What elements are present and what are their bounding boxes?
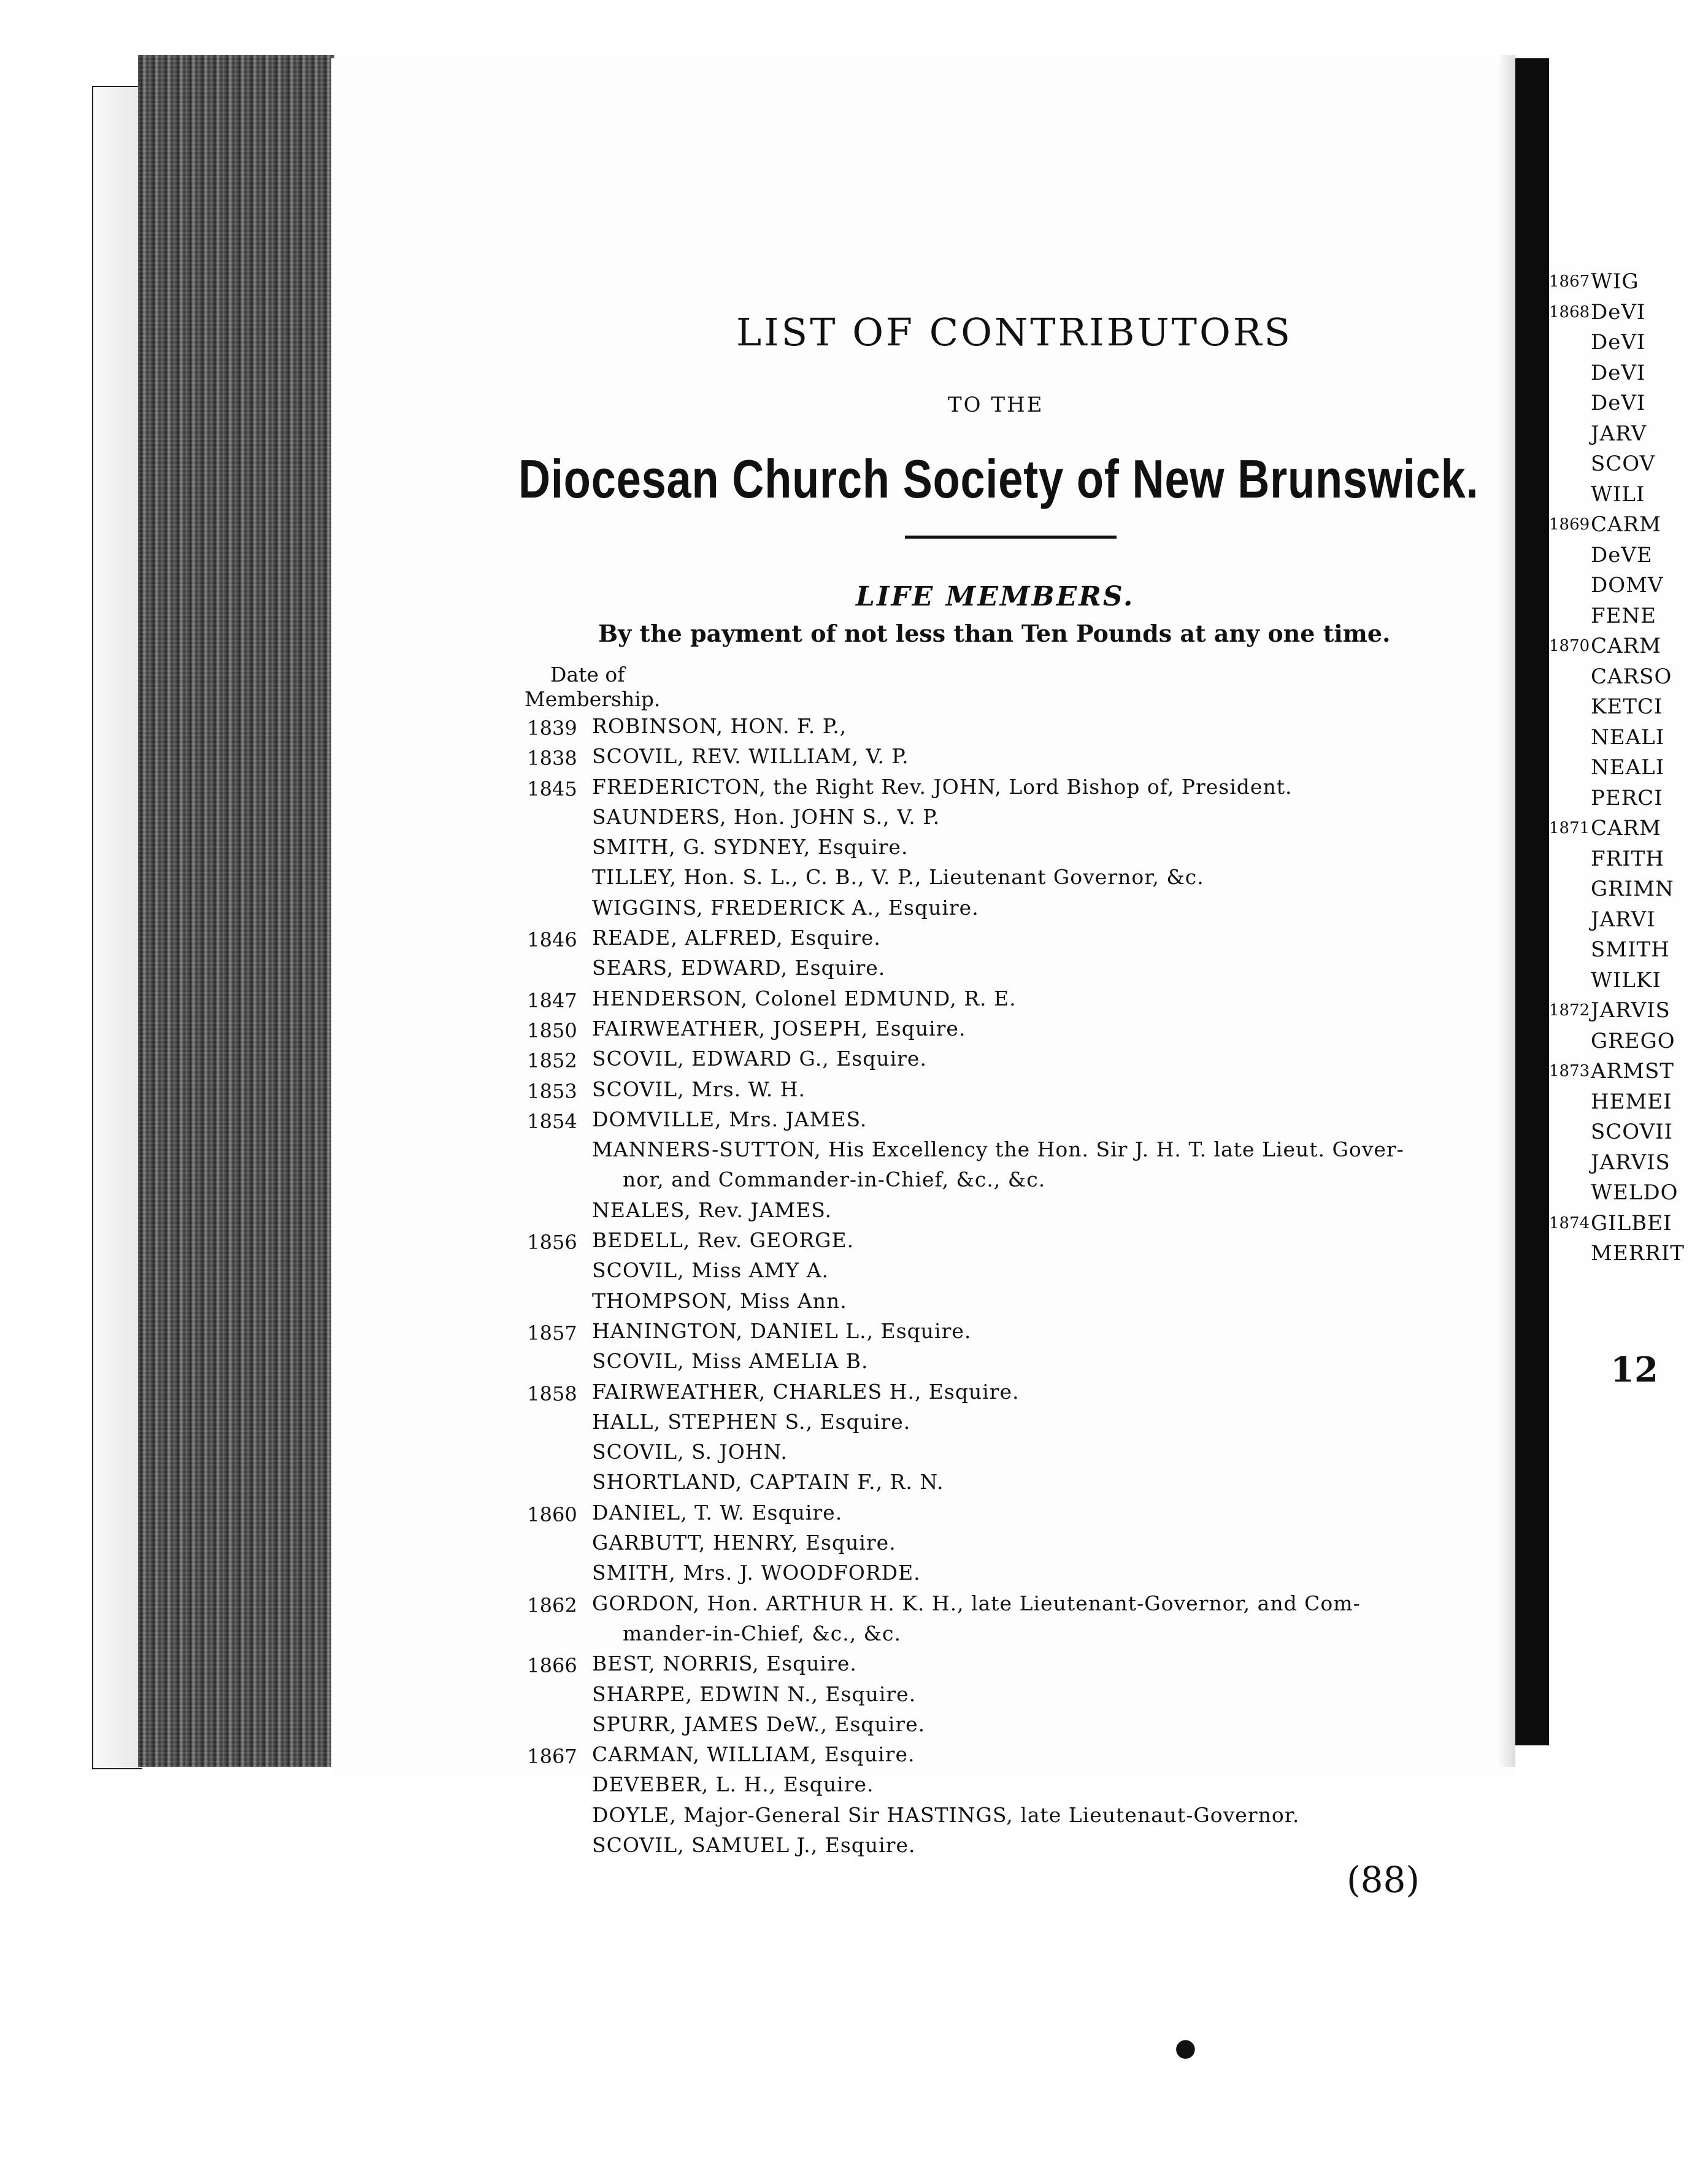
member-name: BEDELL, Rev. GEORGE. — [592, 1228, 855, 1253]
right-page-row — [1549, 1178, 1692, 1209]
right-page-name: MERRIT — [1591, 1241, 1685, 1266]
member-name: CARMAN, WILLIAM, Esquire. — [592, 1742, 915, 1767]
right-page-year — [1549, 783, 1590, 814]
member-name: TILLEY, Hon. S. L., C. B., V. P., Lieutenant Governor, &c. — [592, 865, 1204, 890]
member-row — [515, 1015, 1509, 1045]
member-name: NEALES, Rev. JAMES. — [592, 1198, 833, 1222]
right-page-name: CARSO — [1591, 664, 1672, 689]
member-row — [515, 925, 1509, 955]
book-page-edge — [92, 86, 142, 1769]
right-page-year: 1872 — [1549, 1001, 1590, 1020]
member-year: 1852 — [527, 1049, 577, 1073]
right-page-name: NEALI — [1591, 755, 1665, 780]
right-page-row — [1549, 388, 1692, 419]
right-page-row — [1549, 571, 1692, 601]
member-row — [515, 1711, 1509, 1741]
member-row — [515, 804, 1509, 834]
member-row — [515, 1318, 1509, 1348]
right-page-name: CARM — [1591, 512, 1661, 537]
right-page-name: NEALI — [1591, 725, 1665, 750]
right-page-year: 1867 — [1549, 272, 1590, 291]
member-year: 1850 — [527, 1018, 577, 1042]
title-connector: TO THE — [948, 393, 1044, 417]
right-page-row — [1549, 996, 1692, 1026]
right-page-row — [1549, 601, 1692, 632]
member-year: 1858 — [527, 1382, 577, 1405]
member-year: 1867 — [527, 1745, 577, 1769]
member-name: SMITH, G. SYDNEY, Esquire. — [592, 835, 909, 859]
member-row — [515, 1681, 1509, 1711]
right-page-list — [1549, 267, 1692, 1269]
member-row — [515, 1802, 1509, 1832]
member-year: 1845 — [527, 777, 577, 801]
right-page-row — [1549, 631, 1692, 662]
member-row — [515, 1409, 1509, 1439]
member-year: 1847 — [527, 988, 577, 1012]
member-row — [515, 1529, 1509, 1559]
right-page-name: JARVIS — [1591, 998, 1671, 1023]
right-page-year — [1549, 1148, 1590, 1179]
right-page-year — [1549, 905, 1590, 936]
member-name: MANNERS-SUTTON, His Excellency the Hon. Sir J. H. T. late Lieut. Gover- — [592, 1137, 1404, 1162]
member-row — [515, 1378, 1509, 1409]
right-page-year: 1868 — [1549, 302, 1590, 321]
right-page-name: HEMEI — [1591, 1089, 1672, 1114]
member-name: SEARS, EDWARD, Esquire. — [592, 956, 886, 980]
right-page-row — [1549, 662, 1692, 693]
member-year: 1856 — [527, 1231, 577, 1255]
member-row — [515, 1620, 1509, 1650]
right-page-name: GRIMN — [1591, 877, 1674, 901]
right-page-row — [1549, 723, 1692, 753]
section-subtitle: By the payment of not less than Ten Pounds at any one time. — [598, 620, 1391, 647]
member-name: SPURR, JAMES DeW., Esquire. — [592, 1712, 926, 1736]
right-page-year — [1549, 723, 1590, 753]
right-page-row — [1549, 419, 1692, 450]
member-row — [515, 1590, 1509, 1620]
right-page-name: DeVI — [1591, 299, 1646, 325]
right-page-year — [1549, 1087, 1590, 1118]
member-year: 1857 — [527, 1321, 577, 1345]
right-page-year — [1549, 753, 1590, 783]
right-page-name: DOMV — [1591, 573, 1664, 598]
member-row — [515, 1288, 1509, 1318]
member-name: SCOVIL, REV. WILLIAM, V. P. — [592, 744, 909, 769]
right-page-year — [1549, 449, 1590, 480]
right-page-year — [1549, 419, 1590, 450]
member-row — [515, 1045, 1509, 1075]
right-page-row — [1549, 1209, 1692, 1239]
member-name: SCOVIL, Mrs. W. H. — [592, 1077, 806, 1101]
right-page-row — [1549, 540, 1692, 571]
member-name: THOMPSON, Miss Ann. — [592, 1288, 847, 1313]
member-row — [515, 834, 1509, 864]
right-page-year — [1549, 358, 1590, 389]
right-page-name: GILBEI — [1591, 1210, 1672, 1236]
member-row — [515, 743, 1509, 773]
member-row — [515, 1136, 1509, 1166]
right-page-name: FENE — [1591, 603, 1656, 628]
right-page-row — [1549, 905, 1692, 936]
member-row — [515, 1348, 1509, 1378]
right-page-year: 1870 — [1549, 637, 1590, 655]
right-page-name: DeVI — [1591, 391, 1646, 415]
member-name: SHARPE, EDWIN N., Esquire. — [592, 1682, 917, 1706]
member-name: GARBUTT, HENRY, Esquire. — [592, 1531, 896, 1555]
right-page-year — [1549, 1178, 1590, 1209]
book-spine — [1515, 58, 1549, 1745]
right-page-name: KETCI — [1591, 694, 1663, 719]
right-page-year — [1549, 1239, 1590, 1269]
right-page-row — [1549, 692, 1692, 723]
section-heading: LIFE MEMBERS. — [856, 581, 1135, 612]
member-row — [515, 1197, 1509, 1227]
member-row — [515, 713, 1509, 743]
right-page-row — [1549, 267, 1692, 298]
member-name: mander-in-Chief, &c., &c. — [623, 1621, 902, 1645]
member-name: ROBINSON, HON. F. P., — [592, 714, 847, 738]
right-page-year — [1549, 388, 1590, 419]
member-name: nor, and Commander-in-Chief, &c., &c. — [623, 1167, 1046, 1192]
right-page-year — [1549, 844, 1590, 875]
member-row — [515, 1741, 1509, 1771]
right-page-row — [1549, 753, 1692, 783]
right-page-row — [1549, 1087, 1692, 1118]
right-page-row — [1549, 813, 1692, 844]
date-header-line1: Date of — [550, 663, 625, 686]
right-page-row — [1549, 1056, 1692, 1087]
right-page-row — [1549, 1026, 1692, 1057]
right-page-name: DeVE — [1591, 542, 1653, 567]
right-page-number: 12 — [1610, 1350, 1658, 1390]
member-name: FAIRWEATHER, CHARLES H., Esquire. — [592, 1379, 1020, 1404]
member-row — [515, 1076, 1509, 1106]
members-list — [515, 713, 1509, 1862]
right-page-year — [1549, 935, 1590, 966]
society-name: Diocesan Church Society of New Brunswick. — [518, 448, 1479, 509]
right-page-year — [1549, 966, 1590, 996]
right-page-name: FRITH — [1591, 846, 1664, 871]
right-page-year — [1549, 1117, 1590, 1148]
member-year: 1839 — [527, 717, 577, 740]
date-header-line2: Membership. — [525, 687, 661, 711]
member-name: SMITH, Mrs. J. WOODFORDE. — [592, 1561, 921, 1585]
right-page-year — [1549, 601, 1590, 632]
member-year: 1846 — [527, 928, 577, 952]
right-page-name: WELDO — [1591, 1180, 1679, 1205]
member-row — [515, 1439, 1509, 1469]
ink-speck: ● — [1175, 2034, 1196, 2062]
member-name: READE, ALFRED, Esquire. — [592, 926, 881, 950]
member-name: WIGGINS, FREDERICK A., Esquire. — [592, 895, 979, 920]
member-row — [515, 955, 1509, 985]
right-page-row — [1549, 935, 1692, 966]
member-name: SCOVIL, S. JOHN. — [592, 1440, 788, 1464]
member-year: 1866 — [527, 1654, 577, 1678]
right-page-year — [1549, 662, 1590, 693]
page-number: (88) — [1347, 1859, 1420, 1901]
right-page — [1549, 64, 1692, 1751]
member-name: DEVEBER, L. H., Esquire. — [592, 1772, 874, 1797]
member-name: BEST, NORRIS, Esquire. — [592, 1651, 857, 1676]
member-name: DOMVILLE, Mrs. JAMES. — [592, 1107, 867, 1131]
right-page-name: GREGO — [1591, 1028, 1675, 1053]
member-name: SCOVIL, Miss AMY A. — [592, 1258, 829, 1283]
divider-rule — [905, 536, 1117, 539]
right-page-year: 1874 — [1549, 1213, 1590, 1232]
member-row — [515, 1469, 1509, 1499]
right-page-year — [1549, 328, 1590, 358]
right-page-row — [1549, 874, 1692, 905]
right-page-year: 1871 — [1549, 819, 1590, 837]
date-column-header — [525, 663, 660, 712]
right-page-name: JARV — [1591, 421, 1647, 446]
member-row — [515, 1559, 1509, 1590]
member-name: FAIRWEATHER, JOSEPH, Esquire. — [592, 1016, 966, 1040]
right-page-year — [1549, 874, 1590, 905]
right-page-row — [1549, 510, 1692, 540]
member-name: DANIEL, T. W. Esquire. — [592, 1500, 843, 1525]
right-page-name: SMITH — [1591, 937, 1670, 962]
member-row — [515, 774, 1509, 804]
right-page-name: WIG — [1591, 269, 1639, 294]
right-page-row — [1549, 1117, 1692, 1148]
right-page-name: JARVI — [1591, 907, 1656, 932]
right-page-name: DeVI — [1591, 360, 1646, 385]
right-page-row — [1549, 844, 1692, 875]
right-page-row — [1549, 1239, 1692, 1269]
right-page-row — [1549, 358, 1692, 389]
right-page-name: DeVI — [1591, 330, 1646, 355]
right-page-name: PERCI — [1591, 785, 1663, 810]
right-page-name: CARM — [1591, 816, 1661, 840]
right-page-row — [1549, 966, 1692, 996]
book-fore-edge — [138, 55, 334, 1767]
right-page-year — [1549, 540, 1590, 571]
right-page-row — [1549, 1148, 1692, 1179]
member-row — [515, 985, 1509, 1015]
member-row — [515, 1499, 1509, 1529]
right-page-row — [1549, 328, 1692, 358]
right-page-year — [1549, 692, 1590, 723]
member-name: HENDERSON, Colonel EDMUND, R. E. — [592, 986, 1017, 1010]
right-page-row — [1549, 480, 1692, 510]
member-row — [515, 1771, 1509, 1801]
member-year: 1838 — [527, 747, 577, 771]
member-name: SCOVIL, Miss AMELIA B. — [592, 1349, 869, 1374]
right-page-row — [1549, 783, 1692, 814]
right-page-name: SCOV — [1591, 452, 1656, 476]
right-page-year: 1869 — [1549, 515, 1590, 534]
member-name: SHORTLAND, CAPTAIN F., R. N. — [592, 1470, 944, 1494]
member-row — [515, 1257, 1509, 1287]
member-year: 1854 — [527, 1109, 577, 1133]
member-year: 1853 — [527, 1079, 577, 1103]
right-page-row — [1549, 298, 1692, 328]
right-page-year — [1549, 1026, 1590, 1057]
right-page-name: ARMST — [1591, 1059, 1674, 1083]
member-name: HANINGTON, DANIEL L., Esquire. — [592, 1318, 972, 1343]
right-page-name: WILI — [1591, 482, 1645, 507]
member-row — [515, 1227, 1509, 1257]
member-year: 1860 — [527, 1502, 577, 1526]
member-row — [515, 1166, 1509, 1196]
right-page-row — [1549, 449, 1692, 480]
member-row — [515, 1650, 1509, 1680]
right-page-year — [1549, 571, 1590, 601]
right-page-name: CARM — [1591, 634, 1661, 658]
member-name: SCOVIL, EDWARD G., Esquire. — [592, 1047, 927, 1071]
member-name: SCOVIL, SAMUEL J., Esquire. — [592, 1832, 916, 1857]
right-page-name: SCOVII — [1591, 1120, 1673, 1144]
member-row — [515, 864, 1509, 894]
member-row — [515, 1832, 1509, 1862]
member-name: GORDON, Hon. ARTHUR H. K. H., late Lieutenant-Governor, and Com- — [592, 1591, 1361, 1615]
member-name: SAUNDERS, Hon. JOHN S., V. P. — [592, 804, 940, 829]
page-title: LIST OF CONTRIBUTORS — [736, 310, 1293, 355]
right-page-year: 1873 — [1549, 1062, 1590, 1080]
right-page-name: WILKI — [1591, 967, 1661, 993]
right-page-name: JARVIS — [1591, 1150, 1671, 1175]
member-name: HALL, STEPHEN S., Esquire. — [592, 1409, 911, 1434]
member-name: DOYLE, Major-General Sir HASTINGS, late Lieutenaut-Governor. — [592, 1802, 1300, 1827]
member-row — [515, 1106, 1509, 1136]
member-year: 1862 — [527, 1593, 577, 1617]
member-row — [515, 894, 1509, 925]
right-page-year — [1549, 480, 1590, 510]
member-name: FREDERICTON, the Right Rev. JOHN, Lord Bishop of, President. — [592, 774, 1293, 799]
